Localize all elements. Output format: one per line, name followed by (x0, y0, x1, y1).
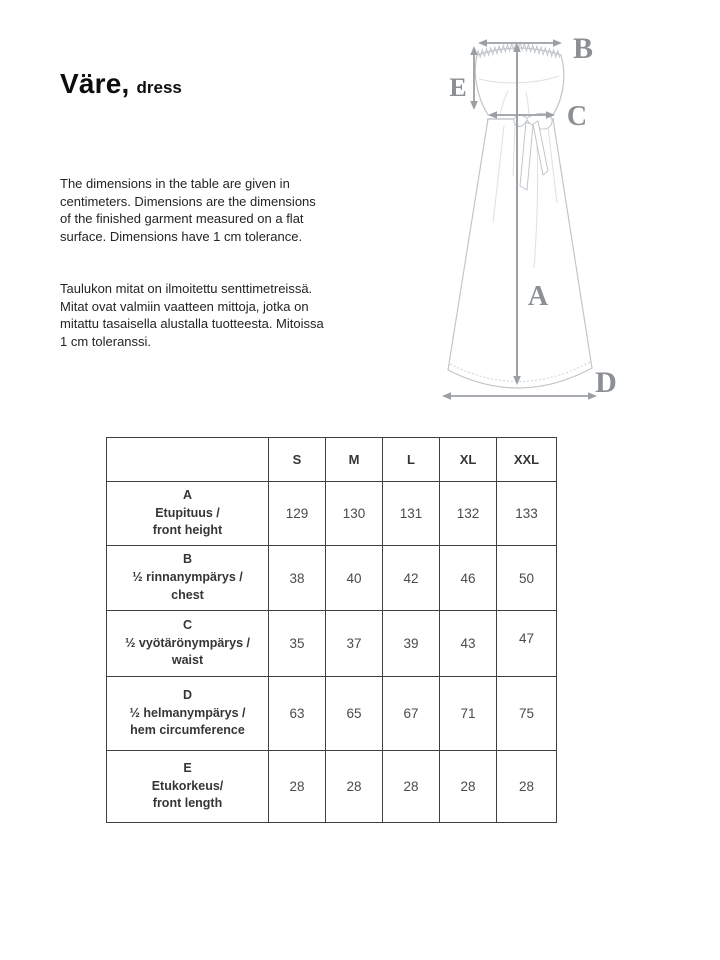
value-cell: 133 (497, 482, 557, 546)
measure-name-en: chest (171, 587, 204, 602)
value-cell: 46 (440, 546, 497, 611)
value-cell: 39 (383, 611, 440, 677)
measure-label-e: E (449, 73, 467, 102)
row-label-c (107, 611, 269, 677)
value-cell: 47 (497, 611, 557, 677)
measure-arrow-d (442, 392, 597, 400)
row-label-e (107, 751, 269, 823)
value-cell: 67 (383, 677, 440, 751)
size-col-xxl: XXL (497, 438, 557, 482)
size-table-header-row (107, 438, 557, 482)
value-cell: 37 (326, 611, 383, 677)
size-table (106, 437, 557, 823)
measure-name-en: hem circumference (130, 723, 245, 738)
value-cell: 28 (383, 751, 440, 823)
dress-diagram (430, 28, 625, 413)
value-cell: 132 (440, 482, 497, 546)
measure-label-c: C (566, 101, 588, 132)
page-title (60, 68, 182, 100)
value-cell: 28 (269, 751, 326, 823)
skirt-outline (448, 119, 592, 388)
size-col-xl: XL (440, 438, 497, 482)
measure-letter-a: A (182, 487, 193, 502)
table-row-d (107, 677, 557, 751)
value-cell: 28 (326, 751, 383, 823)
measure-name-en: front length (152, 796, 223, 811)
intro-paragraph-en: The dimensions in the table are given in centimeters. Dimensions are the dimensions of the finished garment measured on a flat surface. Dimensions have 1 cm tolerance. (60, 176, 316, 244)
value-cell: 28 (440, 751, 497, 823)
measure-letter-b: B (182, 552, 193, 567)
measure-letter-d: D (182, 687, 193, 702)
value-cell: 131 (383, 482, 440, 546)
product-name: Väre, (60, 68, 130, 99)
value-cell: 65 (326, 677, 383, 751)
value-cell: 43 (440, 611, 497, 677)
table-row-c (107, 611, 557, 677)
measure-name-fi: ½ helmanympärys / (129, 705, 246, 720)
size-col-m: M (326, 438, 383, 482)
value-cell: 63 (269, 677, 326, 751)
measure-letter-c: C (182, 617, 193, 632)
intro-paragraph-fi: Taulukon mitat on ilmoitettu senttimetreissä. Mitat ovat valmiin vaatteen mittoja, jotka on mitattu tasaisella alustalla tuotteesta. Mitoissa 1 cm toleranssi. (60, 281, 324, 349)
product-type: dress (136, 78, 182, 97)
row-label-a (107, 482, 269, 546)
value-cell: 38 (269, 546, 326, 611)
measure-name-fi: ½ rinnanympärys / (132, 570, 243, 585)
size-col-s: S (269, 438, 326, 482)
value-cell: 50 (497, 546, 557, 611)
value-cell: 129 (269, 482, 326, 546)
garment-outline (448, 48, 592, 388)
measure-label-a: A (527, 281, 549, 312)
table-row-e (107, 751, 557, 823)
table-row-b (107, 546, 557, 611)
measure-name-fi: Etupituus / (155, 505, 220, 520)
table-row-a (107, 482, 557, 546)
row-label-d (107, 677, 269, 751)
measure-letter-e: E (183, 760, 192, 775)
row-label-b (107, 546, 269, 611)
measure-label-b: B (572, 32, 594, 65)
measure-name-fi: ½ vyötärönympärys / (124, 635, 251, 650)
size-col-l: L (383, 438, 440, 482)
value-cell: 35 (269, 611, 326, 677)
measure-name-fi: Etukorkeus/ (151, 778, 224, 793)
value-cell: 75 (497, 677, 557, 751)
value-cell: 40 (326, 546, 383, 611)
value-cell: 28 (497, 751, 557, 823)
corner-cell (107, 438, 269, 482)
measure-arrow-b (478, 39, 562, 47)
value-cell: 71 (440, 677, 497, 751)
measure-label-d: D (595, 366, 617, 399)
measure-name-en: front height (152, 523, 223, 538)
value-cell: 42 (383, 546, 440, 611)
measure-name-en: waist (171, 653, 204, 668)
value-cell: 130 (326, 482, 383, 546)
